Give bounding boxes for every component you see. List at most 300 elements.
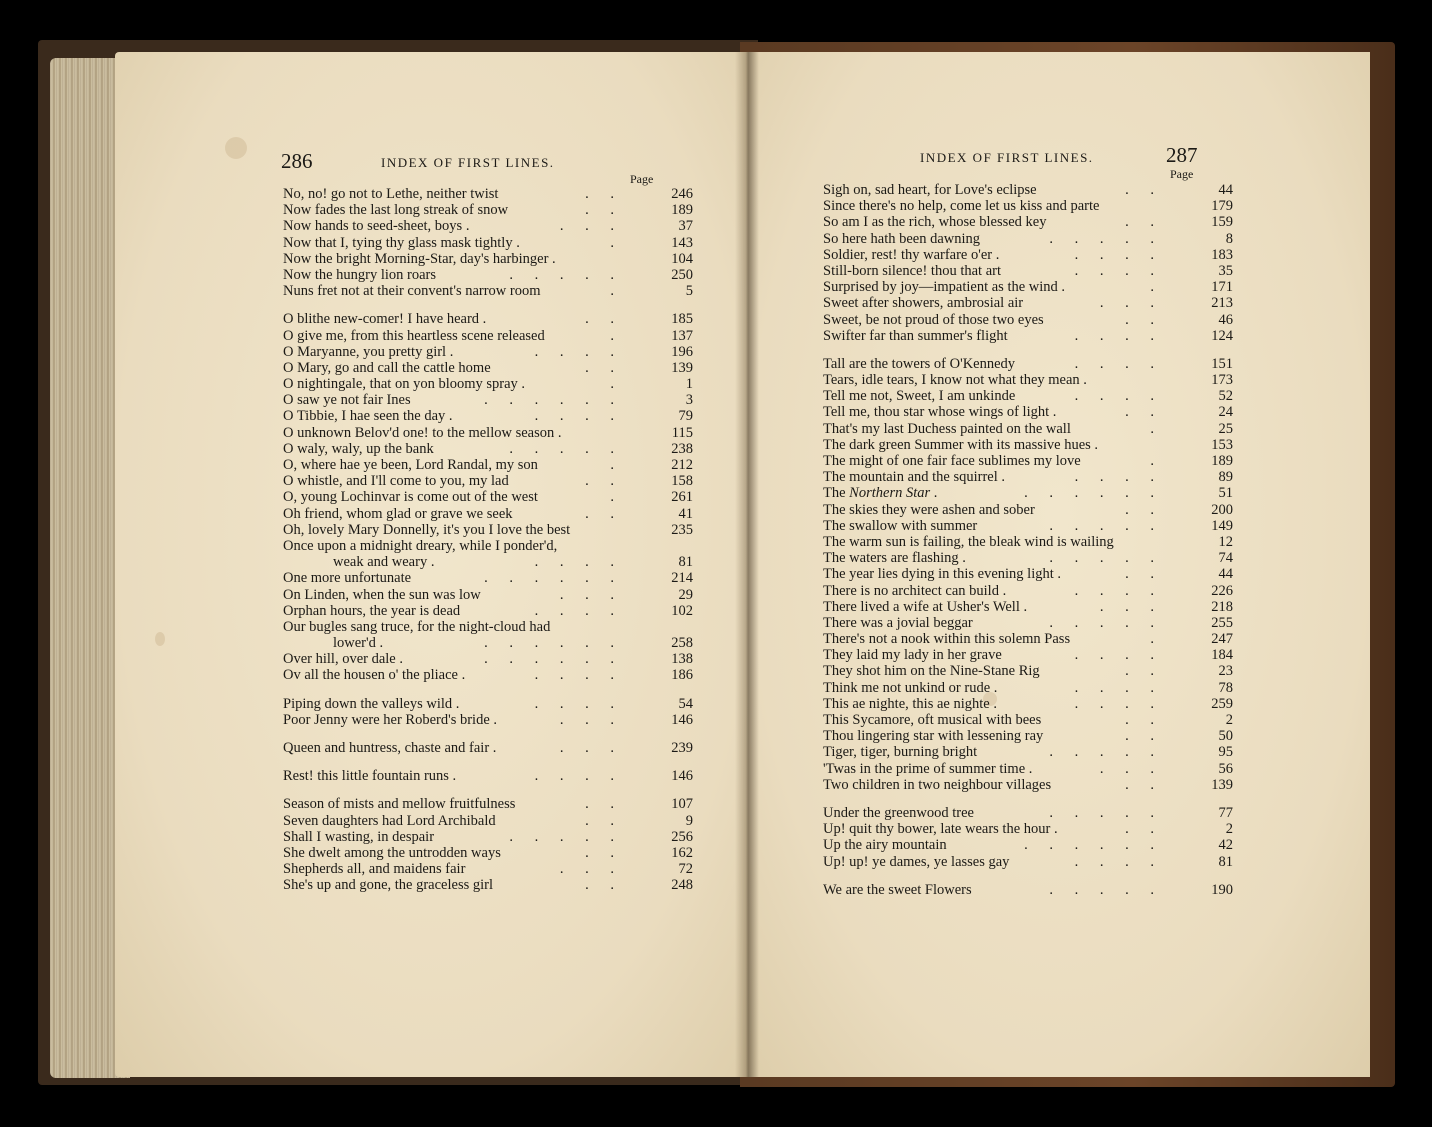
index-entry — [823, 355, 1233, 372]
leader-dots: . . . . . — [1049, 550, 1163, 567]
page-reference: 184 — [1211, 647, 1233, 664]
first-line-text: Queen and huntress, chaste and fair . — [283, 740, 497, 756]
page-reference: 50 — [1218, 728, 1233, 745]
leader-dots: . . . . . — [1049, 517, 1163, 534]
first-line-text: 'Twas in the prime of summer time . — [823, 760, 1033, 777]
index-entry — [823, 663, 1233, 680]
page-reference: 12 — [1218, 533, 1233, 550]
first-line-text: No, no! go not to Lethe, neither twist — [283, 186, 499, 202]
page-reference: 1 — [685, 376, 693, 393]
index-entry — [823, 647, 1233, 664]
page-reference: 79 — [678, 408, 693, 425]
page-reference: 8 — [1225, 230, 1233, 247]
first-line-text: Surprised by joy—impatient as the wind . — [823, 279, 1066, 296]
page-reference: 56 — [1218, 760, 1233, 777]
first-line-text: Rest! this little fountain runs . — [283, 768, 457, 785]
index-entry — [283, 695, 693, 712]
first-line-text: O unknown Belov'd one! to the mellow season . — [283, 424, 562, 441]
leader-dots: . . — [1125, 663, 1163, 680]
leader-dots: . . . . . — [509, 440, 623, 457]
index-entry — [823, 550, 1233, 567]
index-entry — [823, 388, 1233, 405]
first-line-text: Up! up! ye dames, ye lasses gay — [823, 853, 1010, 870]
page-reference: 3 — [685, 392, 693, 409]
first-line-text: There's not a nook within this solemn Pass — [823, 631, 1071, 648]
first-line-text: They shot him on the Nine-Stane Rig — [823, 663, 1040, 680]
leader-dots: . . . . — [534, 554, 623, 571]
page-reference: 250 — [671, 266, 693, 283]
index-entry — [283, 505, 693, 522]
page-reference: 213 — [1211, 295, 1233, 312]
page-reference: 42 — [1218, 837, 1233, 854]
index-entry — [283, 440, 693, 457]
page-reference: 81 — [678, 554, 693, 571]
first-line-text: That's my last Duchess painted on the wall — [823, 420, 1071, 437]
page-reference: 248 — [671, 877, 693, 894]
first-line-text: lower'd . — [333, 635, 384, 652]
index-entry — [823, 453, 1233, 469]
page-reference: 173 — [1211, 372, 1233, 389]
first-line-text: This Sycamore, oft musical with bees — [823, 712, 1042, 728]
page-reference: 151 — [1211, 355, 1233, 372]
page-reference: 44 — [1218, 566, 1233, 583]
page-reference: 256 — [671, 828, 693, 845]
index-entry — [283, 343, 693, 360]
index-entry — [823, 776, 1233, 793]
leader-dots: . . . . — [1074, 388, 1163, 405]
first-line-text: Up the airy mountain — [823, 837, 947, 854]
page-reference: 81 — [1218, 853, 1233, 870]
first-line-text: Soldier, rest! thy warfare o'er . — [823, 246, 1000, 263]
page-reference: 171 — [1211, 279, 1233, 296]
index-entry — [823, 804, 1233, 821]
leader-dots: . . — [1125, 501, 1163, 518]
leader-dots: . . . . . . — [1024, 485, 1163, 502]
leader-dots: . . . . — [534, 408, 623, 425]
index-entry — [283, 250, 693, 267]
leader-dots: . . . . — [1074, 469, 1163, 486]
page-reference: 115 — [671, 424, 693, 441]
first-line-text: There lived a wife at Usher's Well . — [823, 598, 1028, 615]
page-reference: 189 — [671, 202, 693, 219]
leader-dots: . . . . — [534, 667, 623, 684]
page-reference: 259 — [1211, 695, 1233, 712]
leader-dots: . . . . — [1074, 327, 1163, 344]
page-reference: 200 — [1211, 501, 1233, 518]
first-line-text: There was a jovial beggar — [823, 614, 973, 631]
page-reference: 143 — [671, 234, 693, 251]
index-entry — [823, 837, 1233, 854]
index-entry — [823, 372, 1233, 389]
first-line-text: O Mary, go and call the cattle home — [283, 359, 491, 376]
first-line-text: O whistle, and I'll come to you, my lad — [283, 473, 509, 490]
index-entry — [283, 266, 693, 283]
first-line-text: O, where hae ye been, Lord Randal, my son — [283, 457, 538, 473]
first-line-text: Sigh on, sad heart, for Love's eclipse — [823, 182, 1037, 198]
index-entry — [283, 877, 693, 894]
page-reference: 104 — [671, 250, 693, 267]
first-line-text: Our bugles sang truce, for the night-cloud had — [283, 618, 551, 635]
running-head-left: INDEX OF FIRST LINES. — [381, 155, 555, 170]
page-reference: 95 — [1218, 744, 1233, 761]
index-entry — [823, 469, 1233, 486]
first-line-text: Sweet after showers, ambrosial air — [823, 295, 1024, 312]
first-line-text: Think me not unkind or rude . — [823, 679, 998, 696]
page-reference: 44 — [1218, 182, 1233, 198]
index-entry — [283, 602, 693, 619]
leader-dots: . . — [585, 844, 623, 861]
page-reference: 77 — [1218, 804, 1233, 821]
first-line-text: Shall I wasting, in despair — [283, 828, 435, 845]
leader-dots: . — [610, 327, 623, 344]
index-entry — [283, 619, 663, 635]
index-entry — [283, 667, 693, 684]
first-line-text: Oh friend, whom glad or grave we seek — [283, 505, 513, 522]
first-line-text: O Tibbie, I hae seen the day . — [283, 408, 453, 425]
leader-dots: . . . . — [1074, 582, 1163, 599]
page-reference: 25 — [1218, 420, 1233, 437]
first-line-text: Since there's no help, come let us kiss and parte — [823, 198, 1100, 215]
page-number-right: 287 — [1166, 143, 1198, 167]
index-entry — [823, 744, 1233, 761]
page-reference: 35 — [1218, 262, 1233, 279]
page-reference: 235 — [671, 521, 693, 538]
index-entry — [823, 821, 1233, 838]
first-line-text: Ov all the housen o' the pliace . — [283, 667, 466, 684]
page-reference: 37 — [678, 218, 693, 235]
first-line-text: The waters are flashing . — [823, 550, 966, 567]
leader-dots: . . — [585, 473, 623, 490]
page-reference: 107 — [671, 796, 693, 813]
page-reference: 255 — [1211, 614, 1233, 631]
index-entry — [283, 635, 693, 652]
leader-dots: . . . . — [534, 602, 623, 619]
first-line-text: They laid my lady in her grave — [823, 647, 1002, 664]
leader-dots: . . . . . — [1049, 744, 1163, 761]
index-entry — [283, 844, 693, 861]
first-line-text: Tears, idle tears, I know not what they mean . — [823, 372, 1087, 389]
first-line-text: Seven daughters had Lord Archibald — [283, 812, 496, 829]
page-reference: 2 — [1225, 712, 1233, 728]
index-entry — [823, 501, 1233, 518]
leader-dots: . . . . . — [509, 266, 623, 283]
group-gap — [283, 684, 663, 696]
page-reference: 146 — [671, 711, 693, 728]
index-entry — [823, 311, 1233, 328]
leader-dots: . . . . — [1074, 262, 1163, 279]
page-reference: 24 — [1218, 404, 1233, 421]
leader-dots: . . — [1125, 311, 1163, 328]
page-reference: 5 — [685, 283, 693, 300]
first-line-text: Sweet, be not proud of those two eyes — [823, 311, 1044, 328]
index-entry — [823, 214, 1233, 231]
index-entry — [823, 517, 1233, 534]
first-line-text: The dark green Summer with its massive hues . — [823, 436, 1099, 453]
first-line-text: Under the greenwood tree — [823, 804, 974, 821]
index-entry — [823, 327, 1233, 344]
page-reference: 78 — [1218, 679, 1233, 696]
leader-dots: . — [610, 457, 623, 473]
page-reference: 149 — [1211, 517, 1233, 534]
page-reference: 162 — [671, 844, 693, 861]
leader-dots: . . . . — [1074, 355, 1163, 372]
index-entry — [283, 828, 693, 845]
page-reference: 41 — [678, 505, 693, 522]
index-entry — [823, 598, 1233, 615]
leader-dots: . — [610, 283, 623, 300]
page-number-left: 286 — [281, 149, 313, 173]
leader-dots: . . — [585, 796, 623, 813]
index-entry — [823, 279, 1233, 296]
first-lines-list-left — [283, 186, 693, 894]
first-lines-list-right — [823, 182, 1233, 898]
group-gap — [823, 344, 1203, 356]
page-column-head-right: Page — [1170, 167, 1194, 181]
page-reference: 54 — [678, 695, 693, 712]
first-line-text: The swallow with summer — [823, 517, 978, 534]
index-entry — [283, 283, 693, 300]
index-entry — [823, 485, 1233, 502]
leader-dots: . . . . . — [509, 828, 623, 845]
leader-dots: . . . . — [1074, 647, 1163, 664]
leader-dots: . . — [1125, 214, 1163, 231]
page-reference: 185 — [671, 311, 693, 328]
first-line-text: Tell me, thou star whose wings of light . — [823, 404, 1057, 421]
running-head-right: INDEX OF FIRST LINES. — [920, 150, 1094, 165]
index-entry — [283, 376, 693, 393]
page-column-head-left: Page — [630, 172, 654, 186]
page-reference: 247 — [1211, 631, 1233, 648]
leader-dots: . . . — [1099, 598, 1163, 615]
index-entry — [283, 521, 693, 538]
first-line-text: The skies they were ashen and sober — [823, 501, 1035, 518]
first-line-text: The year lies dying in this evening light . — [823, 566, 1061, 583]
first-line-text: Now the hungry lion roars — [283, 266, 437, 283]
right-page — [745, 52, 1370, 1077]
leader-dots: . . . . . — [1049, 881, 1163, 898]
index-entry — [823, 631, 1233, 648]
leader-dots: . . . . . — [1049, 614, 1163, 631]
leader-dots: . . . . — [534, 695, 623, 712]
leader-dots: . — [610, 234, 623, 251]
group-gap — [283, 299, 663, 311]
first-line-text: Nuns fret not at their convent's narrow room — [283, 283, 541, 300]
leader-dots: . . . . — [1074, 695, 1163, 712]
index-entry — [823, 420, 1233, 437]
page-reference: 258 — [671, 635, 693, 652]
first-line-text: Now hands to seed-sheet, boys . — [283, 218, 470, 235]
index-entry — [823, 262, 1233, 279]
page-reference: 2 — [1225, 821, 1233, 838]
first-line-text: Season of mists and mellow fruitfulness — [283, 796, 516, 813]
index-entry — [283, 796, 693, 813]
page-reference: 238 — [671, 440, 693, 457]
leader-dots: . . — [585, 812, 623, 829]
page-reference: 138 — [671, 651, 693, 668]
index-entry — [283, 218, 693, 235]
first-line-text: Tiger, tiger, burning bright — [823, 744, 978, 761]
page-reference: 158 — [671, 473, 693, 490]
leader-dots: . — [1150, 279, 1163, 296]
index-entry — [283, 861, 693, 878]
first-line-text: On Linden, when the sun was low — [283, 586, 481, 603]
leader-dots: . . — [1125, 566, 1163, 583]
page-reference: 29 — [678, 586, 693, 603]
index-entry — [283, 651, 693, 668]
leader-dots: . . — [1125, 404, 1163, 421]
page-reference: 218 — [1211, 598, 1233, 615]
first-line-text: Thou lingering star with lessening ray — [823, 728, 1044, 745]
page-reference: 226 — [1211, 582, 1233, 599]
first-line-text: Up! quit thy bower, late wears the hour . — [823, 821, 1058, 838]
first-line-text: O give me, from this heartless scene released — [283, 327, 545, 344]
first-line-text: Now fades the last long streak of snow — [283, 202, 509, 219]
leader-dots: . . . . . . — [484, 651, 623, 668]
page-reference: 89 — [1218, 469, 1233, 486]
index-entry — [283, 768, 693, 785]
index-entry — [823, 712, 1233, 728]
index-entry — [823, 728, 1233, 745]
leader-dots: . . . — [559, 740, 623, 756]
index-entry — [823, 436, 1233, 453]
leader-dots: . . . . . — [1049, 804, 1163, 821]
leader-dots: . — [1150, 420, 1163, 437]
index-entry — [283, 408, 693, 425]
leader-dots: . — [610, 489, 623, 506]
index-entry — [823, 582, 1233, 599]
first-line-text: The Northern Star . — [823, 485, 938, 502]
page-reference: 139 — [671, 359, 693, 376]
first-line-text: So here hath been dawning — [823, 230, 981, 247]
page-reference: 153 — [1211, 436, 1233, 453]
first-line-text: We are the sweet Flowers — [823, 881, 972, 898]
index-entry — [283, 740, 693, 756]
first-line-text: O waly, waly, up the bank — [283, 440, 434, 457]
index-entry — [823, 760, 1233, 777]
index-entry — [283, 359, 693, 376]
leader-dots: . . . . . . — [484, 570, 623, 587]
index-entry — [283, 234, 693, 251]
first-line-text: Tall are the towers of O'Kennedy — [823, 355, 1016, 372]
leader-dots: . — [1150, 631, 1163, 648]
leader-dots: . . . — [559, 861, 623, 878]
leader-dots: . . — [585, 505, 623, 522]
page-reference: 23 — [1218, 663, 1233, 680]
index-entry — [823, 295, 1233, 312]
index-entry — [283, 327, 693, 344]
group-gap — [823, 793, 1203, 805]
left-page — [115, 52, 755, 1077]
first-line-text: Piping down the valleys wild . — [283, 695, 460, 712]
first-line-text: Over hill, over dale . — [283, 651, 403, 668]
leader-dots: . . — [585, 877, 623, 894]
index-entry — [823, 881, 1233, 898]
index-entry — [823, 182, 1233, 198]
first-line-text: weak and weary . — [333, 554, 435, 571]
first-line-text: Now that I, tying thy glass mask tightly . — [283, 234, 520, 251]
leader-dots: . . . . — [534, 768, 623, 785]
page-reference: 190 — [1211, 881, 1233, 898]
first-line-text: The warm sun is failing, the bleak wind is wailing — [823, 533, 1114, 550]
index-entry — [283, 457, 693, 473]
book-gutter — [735, 52, 759, 1077]
page-reference: 52 — [1218, 388, 1233, 405]
group-gap — [823, 870, 1203, 882]
leader-dots: . . — [585, 359, 623, 376]
page-reference: 196 — [671, 343, 693, 360]
page-reference: 239 — [671, 740, 693, 756]
leader-dots: . . — [1125, 182, 1163, 198]
leader-dots: . . . — [559, 218, 623, 235]
first-line-text: Two children in two neighbour villages — [823, 776, 1052, 793]
index-entry — [823, 695, 1233, 712]
index-entry — [283, 570, 693, 587]
leader-dots: . . — [1125, 776, 1163, 793]
leader-dots: . . . . . . — [484, 635, 623, 652]
leader-dots: . . . . . . — [1024, 837, 1163, 854]
first-line-text: She dwelt among the untrodden ways — [283, 844, 501, 861]
index-entry — [283, 538, 663, 554]
index-entry — [283, 424, 693, 441]
leader-dots: . . . . — [1074, 246, 1163, 263]
index-entry — [283, 586, 693, 603]
first-line-text: O blithe new-comer! I have heard . — [283, 311, 487, 328]
page-reference: 46 — [1218, 311, 1233, 328]
page-reference: 214 — [671, 570, 693, 587]
index-entry — [283, 489, 693, 506]
first-line-text: O saw ye not fair Ines — [283, 392, 411, 409]
page-reference: 137 — [671, 327, 693, 344]
leader-dots: . . — [585, 186, 623, 202]
leader-dots: . . . . — [1074, 679, 1163, 696]
first-line-text: O, young Lochinvar is come out of the west — [283, 489, 538, 506]
page-reference: 186 — [671, 667, 693, 684]
index-entry — [823, 533, 1233, 550]
group-gap — [283, 784, 663, 796]
first-line-text: Oh, lovely Mary Donnelly, it's you I love the best — [283, 521, 571, 538]
first-line-text: O nightingale, that on yon bloomy spray . — [283, 376, 526, 393]
page-reference: 74 — [1218, 550, 1233, 567]
first-line-text: So am I as the rich, whose blessed key — [823, 214, 1047, 231]
leader-dots: . . . . — [534, 343, 623, 360]
index-entry — [283, 711, 693, 728]
page-reference: 102 — [671, 602, 693, 619]
leader-dots: . . . . . . — [484, 392, 623, 409]
first-line-text: The might of one fair face sublimes my love — [823, 453, 1081, 469]
index-entry — [823, 566, 1233, 583]
leader-dots: . . . — [1099, 295, 1163, 312]
page-reference: 212 — [671, 457, 693, 473]
leader-dots: . . — [585, 202, 623, 219]
index-entry — [823, 853, 1233, 870]
first-line-text: Now the bright Morning-Star, day's harbinger . — [283, 250, 556, 267]
leader-dots: . . — [1125, 821, 1163, 838]
first-line-text: Poor Jenny were her Roberd's bride . — [283, 711, 498, 728]
index-entry — [823, 614, 1233, 631]
page-reference: 139 — [1211, 776, 1233, 793]
index-entry — [283, 473, 693, 490]
leader-dots: . . — [1125, 728, 1163, 745]
page-reference: 72 — [678, 861, 693, 878]
first-line-text: There is no architect can build . — [823, 582, 1007, 599]
index-entry — [823, 230, 1233, 247]
index-entry — [283, 202, 693, 219]
index-entry — [283, 812, 693, 829]
first-line-text: This ae nighte, this ae nighte . — [823, 695, 997, 712]
page-reference: 9 — [685, 812, 693, 829]
leader-dots: . . — [1125, 712, 1163, 728]
page-reference: 179 — [1211, 198, 1233, 215]
